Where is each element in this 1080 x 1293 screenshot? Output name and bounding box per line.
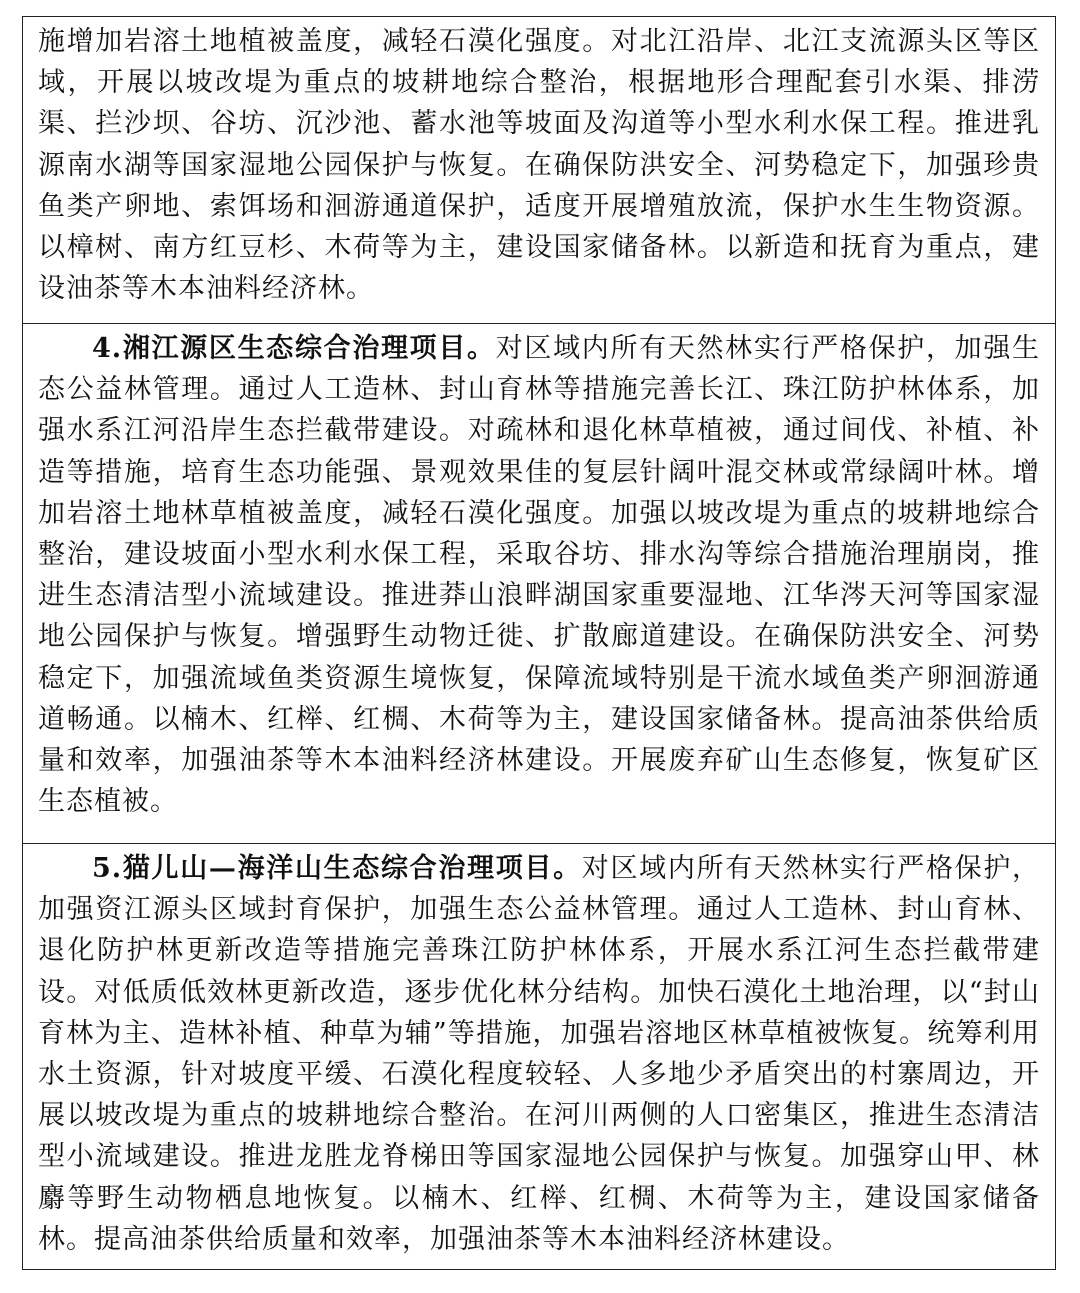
project-title: 5.猫儿山—海洋山生态综合治理项目。 — [92, 853, 582, 884]
project-paragraph-continued — [38, 21, 1040, 309]
paragraph-body: 对区域内所有天然林实行严格保护，加强资江源头区域封育保护，加强生态公益林管理。通过人工造林、封山育林、退化防护林更新改造等措施完善珠江防护林体系，开展水系江河生态拦截带建设。对低质低效林更新改造，逐步优化林分结构。加快石漠化土地治理，以“封山育林为主、造林补植、种草为辅”等措施，加强岩溶地区林草植被恢复。统筹利用水土资源，针对坡度平缓、石漠化程度较轻、人多地少矛盾突出的村寨周边，开展以坡改堤为重点的坡耕地综合整治。在河川两侧的人口密集区，推进生态清洁型小流域建设。推进龙胜龙脊梯田等国家湿地公园保护与恢复。加强穿山甲、林麝等野生动物栖息地恢复。以楠木、红榉、红椆、木荷等为主，建设国家储备林。提高油茶供给质量和效率，加强油茶等木本油料经济林建设。 — [38, 853, 1041, 1255]
table-cell-maoershan-project — [23, 843, 1055, 1269]
project-paragraph-xiangjiang — [38, 328, 1040, 822]
project-table — [22, 16, 1056, 1270]
paragraph-body: 施增加岩溶土地植被盖度，减轻石漠化强度。对北江沿岸、北江支流源头区等区域，开展以坡改堤为重点的坡耕地综合整治，根据地形合理配套引水渠、排涝渠、拦沙坝、谷坊、沉沙池、蓄水池等坡面及沟道等小型水利水保工程。推进乳源南水湖等国家湿地公园保护与恢复。在确保防洪安全、河势稳定下，加强珍贵鱼类产卵地、索饵场和洄游通道保护，适度开展增殖放流，保护水生生物资源。以樟树、南方红豆杉、木荷等为主，建设国家储备林。以新造和抚育为重点，建设油茶等木本油料经济林。 — [38, 26, 1040, 305]
project-title: 4.湘江源区生态综合治理项目。 — [92, 333, 496, 364]
table-cell-continued-project — [23, 17, 1055, 323]
paragraph-body: 对区域内所有天然林实行严格保护，加强生态公益林管理。通过人工造林、封山育林等措施完善长江、珠江防护林体系，加强水系江河沿岸生态拦截带建设。对疏林和退化林草植被，通过间伐、补植、补造等措施，培育生态功能强、景观效果佳的复层针阔叶混交林或常绿阔叶林。增加岩溶土地林草植被盖度，减轻石漠化强度。加强以坡改堤为重点的坡耕地综合整治，建设坡面小型水利水保工程，采取谷坊、排水沟等综合措施治理崩岗，推进生态清洁型小流域建设。推进莽山浪畔湖国家重要湿地、江华涔天河等国家湿地公园保护与恢复。增强野生动物迁徙、扩散廊道建设。在确保防洪安全、河势稳定下，加强流域鱼类资源生境恢复，保障流域特别是干流水域鱼类产卵洄游通道畅通。以楠木、红榉、红椆、木荷等为主，建设国家储备林。提高油茶供给质量和效率，加强油茶等木本油料经济林建设。开展废弃矿山生态修复，恢复矿区生态植被。 — [38, 333, 1041, 818]
project-paragraph-maoershan — [38, 848, 1040, 1260]
table-cell-xiangjiang-project — [23, 323, 1055, 843]
